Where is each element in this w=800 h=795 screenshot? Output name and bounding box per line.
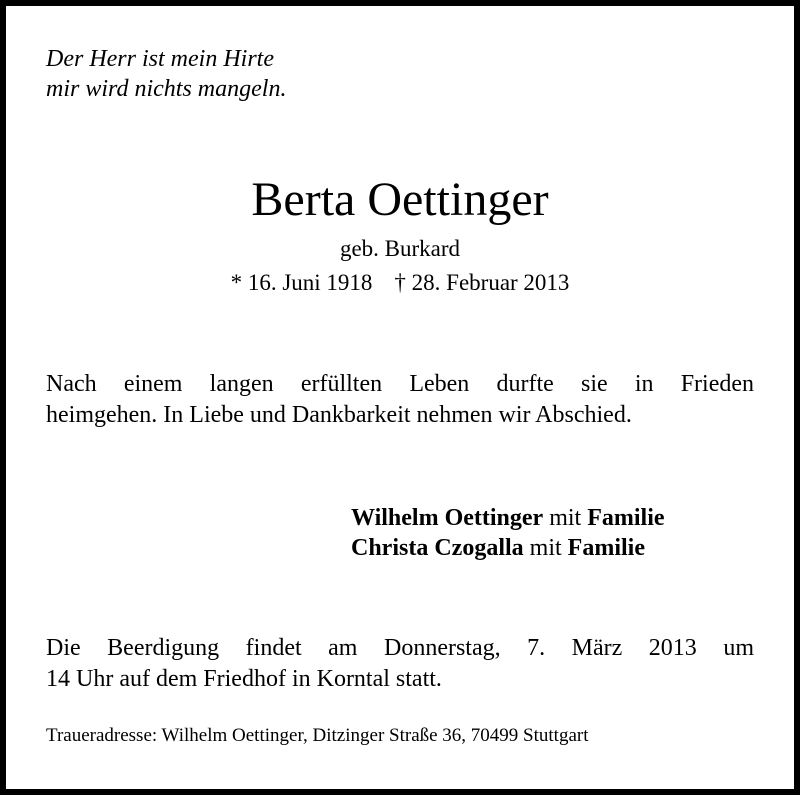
signer-name: Christa Czogalla xyxy=(351,535,524,561)
signer-family: Familie xyxy=(567,535,645,561)
funeral-line-1: Die Beerdigung findet am Donnerstag, 7. März 2013 um xyxy=(46,635,754,661)
signer-connector: mit xyxy=(529,535,562,561)
farewell-text xyxy=(46,369,754,431)
signer-connector: mit xyxy=(549,505,582,531)
deceased-name: Berta Oettinger xyxy=(251,173,549,226)
death-date: † 28. Februar 2013 xyxy=(394,270,570,295)
signer-row xyxy=(351,533,665,563)
verse-line-2: mir wird nichts mangeln. xyxy=(46,76,287,102)
signers-list xyxy=(351,503,665,563)
funeral-line-2: 14 Uhr auf dem Friedhof in Korntal statt. xyxy=(46,666,442,692)
signer-family: Familie xyxy=(587,505,665,531)
signer-name: Wilhelm Oettinger xyxy=(351,505,544,531)
bible-verse xyxy=(46,44,286,104)
farewell-line-1: Nach einem langen erfüllten Leben durfte sie in Frieden xyxy=(46,371,754,397)
farewell-line-2: heimgehen. In Liebe und Dankbarkeit nehmen wir Abschied. xyxy=(46,402,632,428)
mourning-address: Traueradresse: Wilhelm Oettinger, Ditzinger Straße 36, 70499 Stuttgart xyxy=(46,725,589,746)
funeral-notice xyxy=(46,633,754,695)
maiden-name: geb. Burkard xyxy=(339,236,461,261)
signer-row xyxy=(351,503,665,533)
verse-line-1: Der Herr ist mein Hirte xyxy=(46,46,274,72)
birth-date: * 16. Juni 1918 xyxy=(230,270,373,295)
life-dates xyxy=(0,268,800,298)
